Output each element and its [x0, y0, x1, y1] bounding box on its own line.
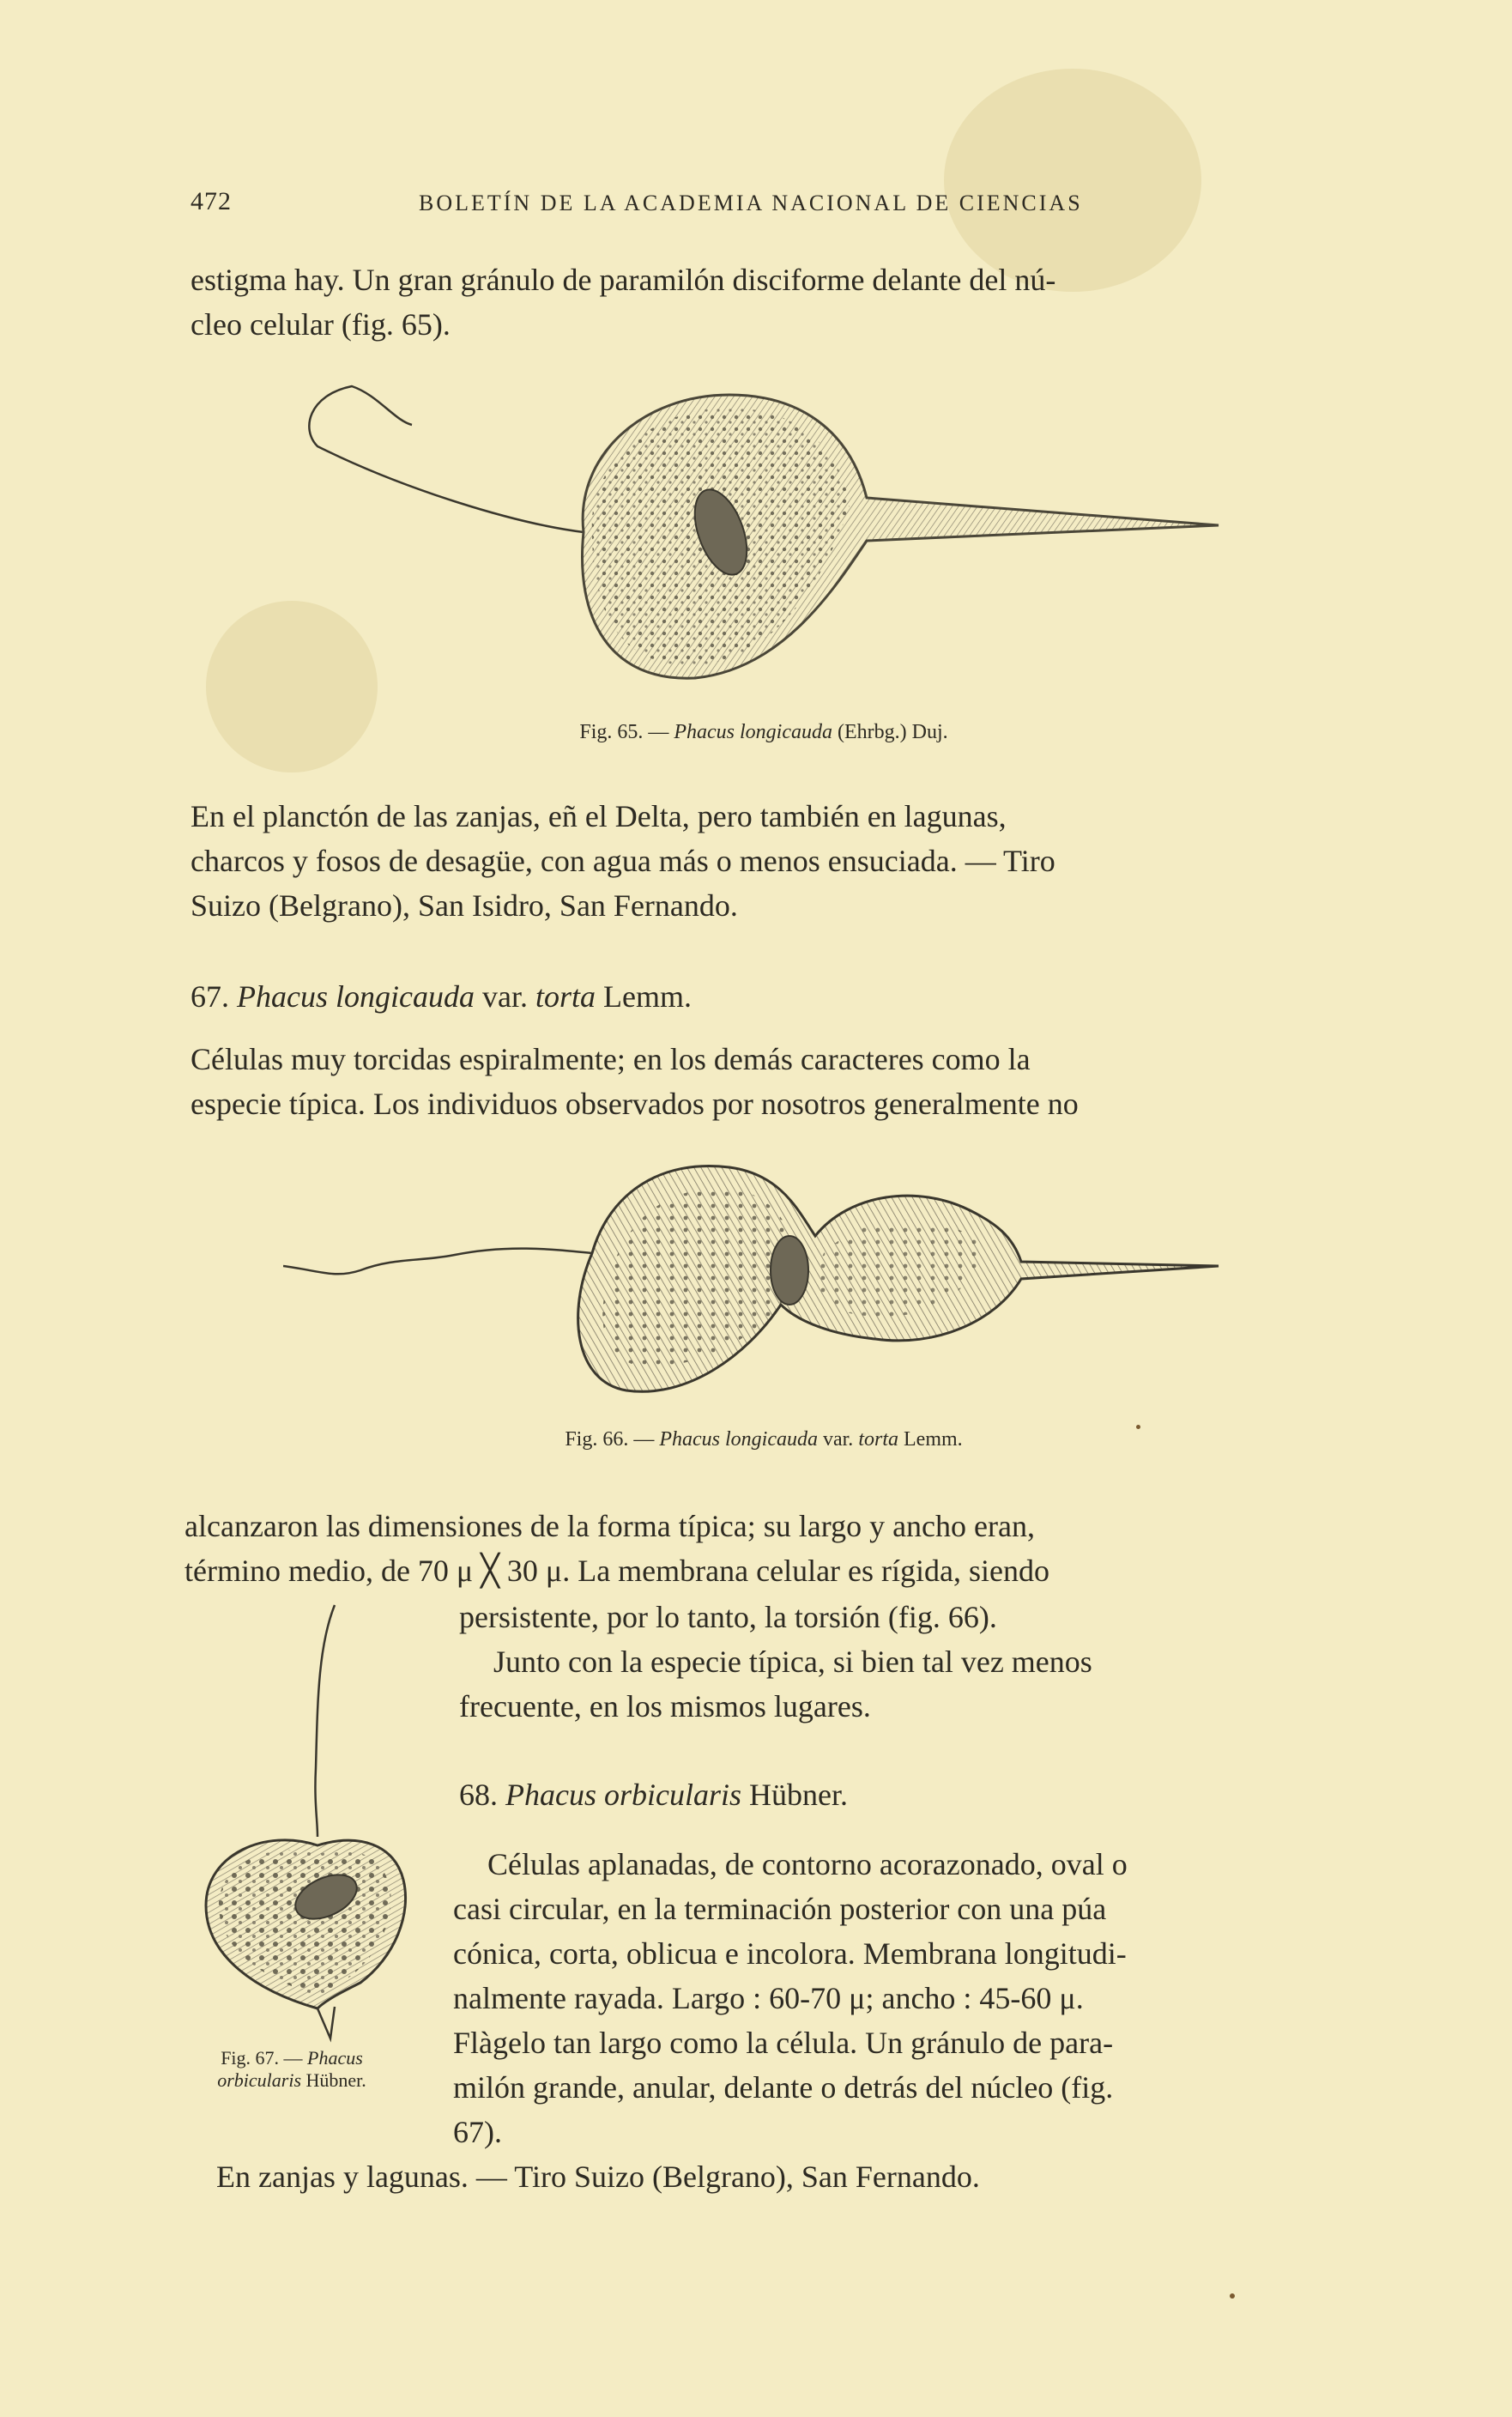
species-name: Phacus longicauda — [237, 979, 475, 1014]
text-line: nalmente rayada. Largo : 60-70 μ; ancho : 45-60 μ. — [453, 1981, 1084, 2015]
paragraph-5-locality — [216, 2154, 1323, 2199]
species-name: Phacus longicauda — [674, 721, 832, 743]
paragraph-2 — [191, 794, 1315, 928]
text-line: 67). — [453, 2115, 502, 2149]
author: Hübner. — [305, 2069, 366, 2091]
author: Lemm. — [602, 979, 692, 1014]
entry-number: 67. — [191, 979, 229, 1014]
text-line: estigma hay. Un gran gránulo de paramilón disciforme delante del nú- — [191, 263, 1056, 297]
author: Lemm. — [904, 1428, 963, 1451]
figure-label: Fig. 65. — — [579, 721, 669, 743]
figure-67-illustration — [189, 1596, 429, 2043]
author: (Ehrbg.) Duj. — [838, 721, 948, 743]
text-line: casi circular, en la terminación posterior con una púa — [453, 1892, 1107, 1926]
text-line: Células muy torcidas espiralmente; en los demás caracteres como la — [191, 1042, 1031, 1076]
text-line: persistente, por lo tanto, la torsión (fig. 66). — [459, 1600, 997, 1634]
text-line: término medio, de 70 μ ╳ 30 μ. La membrana celular es rígida, siendo — [184, 1554, 1049, 1588]
var-abbrev: var. — [481, 979, 528, 1014]
figure-65-illustration — [300, 378, 1227, 704]
text-line: charcos y fosos de desagüe, con agua más o menos ensuciada. — Tiro — [191, 844, 1055, 878]
figure-label: Fig. 66. — — [565, 1428, 655, 1451]
variety-name: torta — [858, 1428, 898, 1451]
running-header — [191, 187, 1306, 221]
text-line: cleo celular (fig. 65). — [191, 307, 451, 342]
entry-67-heading — [191, 974, 1315, 1019]
text-line: En zanjas y lagunas. — Tiro Suizo (Belgrano), San Fernando. — [216, 2160, 980, 2194]
figure-66-caption — [386, 1428, 1141, 1451]
var-abbrev: var. — [822, 1428, 854, 1451]
paragraph-5 — [453, 1842, 1311, 2154]
journal-title: BOLETÍN DE LA ACADEMIA NACIONAL DE CIENCIAS — [419, 191, 1083, 215]
species-name: Phacus longicauda — [659, 1428, 818, 1451]
variety-name: torta — [535, 979, 596, 1014]
text-line: Células aplanadas, de contorno acorazonado, oval o — [487, 1847, 1128, 1881]
figure-67-caption — [167, 2047, 416, 2092]
text-line: frecuente, en los mismos lugares. — [459, 1689, 871, 1723]
species-name: Phacus orbicularis — [505, 1778, 741, 1812]
text-line: especie típica. Los individuos observados por nosotros generalmente no — [191, 1087, 1079, 1121]
entry-68-heading — [459, 1772, 1313, 1817]
paragraph-1 — [191, 257, 1315, 347]
paragraph-4-continued — [459, 1595, 1313, 1729]
species-name: Phacus — [307, 2047, 363, 2069]
figure-65-caption — [386, 721, 1141, 744]
paragraph-4 — [184, 1504, 1317, 1593]
text-line: milón grande, anular, delante o detrás del núcleo (fig. — [453, 2070, 1114, 2105]
text-line: Suizo (Belgrano), San Isidro, San Fernando. — [191, 888, 738, 923]
entry-number: 68. — [459, 1778, 498, 1812]
figure-66-illustration — [283, 1142, 1227, 1416]
text-line: alcanzaron las dimensiones de la forma típica; su largo y ancho eran, — [184, 1509, 1035, 1543]
paragraph-3 — [191, 1037, 1315, 1126]
species-name: orbicularis — [217, 2069, 302, 2091]
text-line: cónica, corta, oblicua e incolora. Membrana longitudi- — [453, 1936, 1127, 1971]
text-line: En el planctón de las zanjas, eñ el Delta, pero también en lagunas, — [191, 799, 1007, 833]
figure-label: Fig. 67. — — [221, 2047, 303, 2069]
text-line: Flàgelo tan largo como la célula. Un gránulo de para- — [453, 2026, 1114, 2060]
text-line: Junto con la especie típica, si bien tal vez menos — [493, 1645, 1092, 1679]
ink-spot — [1230, 2293, 1235, 2299]
page-number: 472 — [191, 187, 232, 215]
author: Hübner. — [749, 1778, 848, 1812]
